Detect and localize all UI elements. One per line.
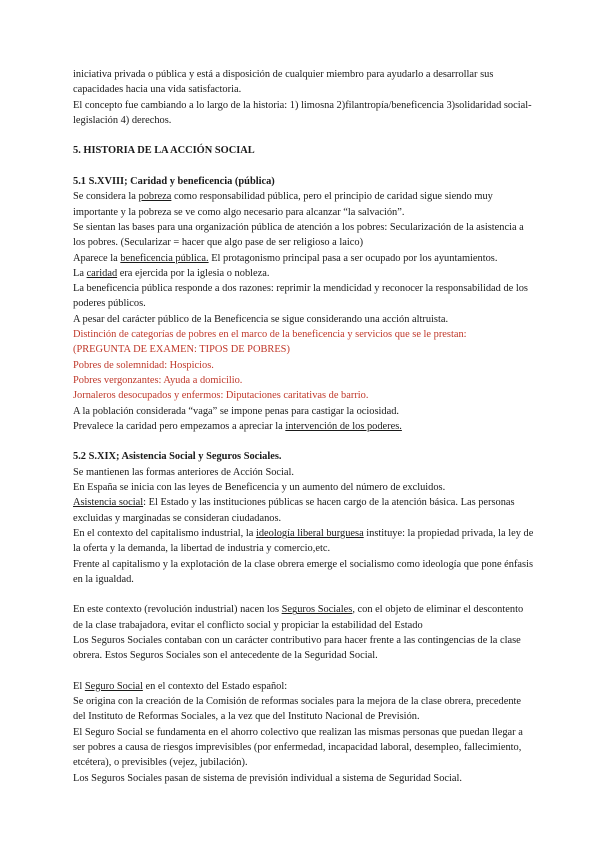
text-run: El protagonismo principal pasa a ser ocupado por los ayuntamientos. — [208, 252, 498, 264]
s51-paragraph-2: Se sientan las bases para una organización pública de atención a los pobres: Secularización de la asistencia a los pobres. (Secularizar = hacer que algo pase de ser religioso a laico) — [73, 221, 524, 249]
text-run: : El Estado y las instituciones públicas se hacen cargo de la atención básica. Las personas excluidas y marginadas se consideran ciudadanos. — [73, 497, 515, 524]
s52-paragraph-3 — [73, 495, 535, 526]
s51-red-line-2: (PREGUNTA DE EXAMEN: TIPOS DE POBRES) — [73, 344, 290, 356]
section-5-1-title: 5.1 S.XVIII; Caridad y beneficencia (pública) — [73, 176, 275, 188]
underlined-term: pobreza — [138, 191, 172, 203]
s52-paragraph-5: Frente al capitalismo y la explotación de la clase obrera emerge el socialismo como ideología que pone énfasis en la igualdad. — [73, 558, 534, 585]
intro-paragraph-1: iniciativa privada o pública y está a disposición de cualquier miembro para ayudarlo a desarrollar sus capacidades hacia una vida satisfactoria. — [73, 69, 494, 96]
text-run: en el contexto del Estado español: — [142, 680, 288, 692]
underlined-term: ideología liberal burguesa — [255, 527, 364, 539]
s52-paragraph-1: Se mantienen las formas anteriores de Acción Social. — [73, 466, 295, 478]
document-page — [73, 67, 535, 786]
s52-paragraph-10: El Seguro Social se fundamenta en el ahorro colectivo que realizan las mismas personas que puedan llegar a ser pobres a causa de riesgos imprevisibles (por enfermedad, incapacidad laboral, desempleo, fallecimiento, etcétera), o previsibles (vejez, jubilación). — [73, 726, 523, 769]
s51-paragraph-5: La beneficencia pública responde a dos razones: reprimir la mendicidad y reconocer la responsabilidad de los poderes públicos. — [73, 283, 528, 310]
s51-paragraph-1 — [73, 189, 535, 220]
text-run: instituye: la propiedad privada, la ley de la oferta y la demanda, la libertad de industria y comercio,etc. — [73, 527, 534, 555]
s51-paragraph-4 — [73, 266, 535, 281]
s52-paragraph-2: En España se inicia con las leyes de Beneficencia y un aumento del número de excluidos. — [73, 482, 446, 494]
text-run: , con el objeto de eliminar el descontento de la clase trabajadora, evitar el conflicto social y propiciar la estabilidad del Estado — [73, 604, 524, 631]
intro-paragraph-2: El concepto fue cambiando a lo largo de la historia: 1) limosna 2)filantropía/beneficencia 3)solidaridad social-legislación 4) derechos. — [73, 99, 532, 126]
underlined-term: caridad — [86, 267, 118, 279]
text-run: El — [73, 680, 85, 692]
underlined-term: Seguros Sociales — [281, 604, 353, 616]
s51-red-line-1: Distinción de categorías de pobres en el marco de la beneficencia y servicios que se le prestan: — [73, 329, 467, 341]
s52-paragraph-11: Los Seguros Sociales pasan de sistema de previsión individual a sistema de Seguridad Social. — [73, 772, 462, 784]
s51-red-line-4: Pobres vergonzantes: Ayuda a domicilio. — [73, 374, 243, 386]
s51-red-line-5: Jornaleros desocupados y enfermos: Diputaciones caritativas de barrio. — [73, 390, 369, 402]
section-5-title: 5. HISTORIA DE LA ACCIÓN SOCIAL — [73, 145, 255, 157]
text-run: Prevalece la caridad pero empezamos a apreciar la — [73, 420, 286, 432]
text-run: En el contexto del capitalismo industrial, la — [73, 527, 256, 539]
s52-paragraph-7: Los Seguros Sociales contaban con un carácter contributivo para hacer frente a las contingencias de la clase obrera. Estos Seguros Sociales son el antecedente de la Seguridad Social. — [73, 634, 521, 662]
s52-paragraph-6 — [73, 602, 535, 633]
underlined-term: beneficencia pública. — [120, 252, 209, 264]
s52-paragraph-4 — [73, 526, 535, 557]
text-run: era ejercida por la iglesia o nobleza. — [117, 267, 270, 279]
s51-paragraph-6: A pesar del carácter público de la Beneficencia se sigue considerando una acción altruista. — [73, 313, 449, 325]
underlined-term: Seguro Social — [84, 680, 143, 692]
s51-paragraph-3 — [73, 251, 535, 266]
s51-paragraph-7: A la población considerada “vaga” se impone penas para castigar la ociosidad. — [73, 405, 400, 417]
text-run: En este contexto (revolución industrial) nacen los — [73, 604, 282, 616]
s52-paragraph-8 — [73, 679, 535, 694]
section-5-2-title: 5.2 S.XIX; Asistencia Social y Seguros Sociales. — [73, 451, 282, 463]
underlined-term: Asistencia social — [73, 497, 144, 509]
s52-paragraph-9: Se origina con la creación de la Comisión de reformas sociales para la mejora de la clase obrera, precedente del Instituto de Reformas Sociales, a la vez que del Instituto Nacional de Previsión. — [73, 696, 522, 723]
s51-red-line-3: Pobres de solemnidad: Hospicios. — [73, 359, 214, 371]
text-run: como responsabilidad pública, pero el principio de caridad sigue siendo muy importante y la pobreza se ve como algo necesario para alcanzar “la salvación”. — [73, 191, 493, 218]
text-run: Aparece la — [73, 252, 121, 264]
underlined-term: intervención de los poderes. — [285, 420, 402, 432]
s51-paragraph-8 — [73, 419, 535, 434]
text-run: Se considera la — [73, 191, 139, 203]
text-run: La — [73, 267, 87, 279]
